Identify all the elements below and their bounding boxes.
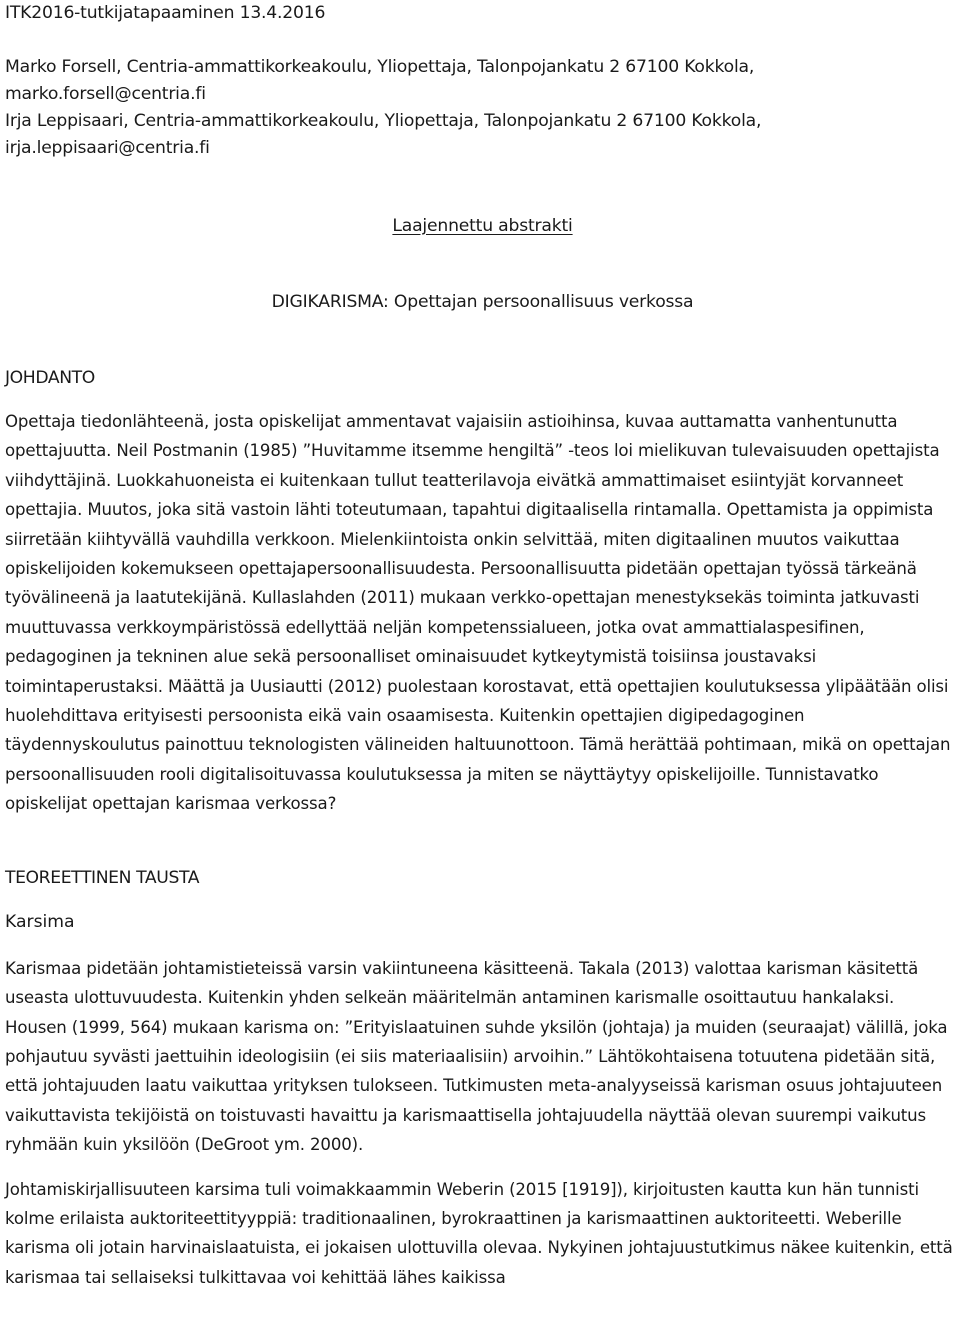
event-line: ITK2016-tutkijatapaaminen 13.4.2016 (5, 3, 326, 23)
author1-affiliation: Marko Forsell, Centria-ammattikorkeakoulu, Yliopettaja, Talonpojankatu 2 67100 Kokkola, (5, 57, 755, 77)
theory-subheading: Karsima (5, 911, 75, 932)
theory-paragraph-2: Johtamiskirjallisuuteen karsima tuli voimakkaammin Weberin (2015 [1919]), kirjoitusten kautta kun hän tunnisti kolme erilaista auktoriteettityyppiä: traditionaalinen, byrokraattinen ja karismaattinen auktoriteetti. Weberille karisma oli jotain harvinaislaatuista, ei jokaisen ulottuvilla olevaa. Nykyinen johtajuustutkimus näkee kuitenkin, että karismaa tai sellaiseksi tulkittavaa voi kehittää lähes kaikissa (5, 1179, 953, 1287)
theory-paragraph-1: Karismaa pidetään johtamistieteissä varsin vakiintuneena käsitteenä. Takala (2013) valottaa karisman käsitettä useasta ulottuvuudesta. Kuitenkin yhden selkeän määritelmän antaminen karismalle osoittautuu hankalaksi. Housen (1999, 564) mukaan karisma on: ”Erityislaatuinen suhde yksilön (johtaja) ja muiden (seuraajat) välillä, joka pohjautuu syvästi jaettuihin ideologisiin (ei siis materiaalisiin) arvoihin.” Lähtökohtaisena totuutena pidetään sitä, että johtajuuden laatu vaikuttaa yrityksen tulokseen. Tutkimusten meta-analyyseissä karisman osuus johtajuuteen vaikuttavista tekijöistä on toistuvasti havaittu ja karismaattisella johtajuudella näyttää olevan suurempi vaikutus ryhmään kuin yksilöön (DeGroot ym. 2000). (5, 958, 948, 1155)
theory-heading: TEOREETTINEN TAUSTA (5, 867, 200, 888)
author2-affiliation: Irja Leppisaari, Centria-ammattikorkeakoulu, Yliopettaja, Talonpojankatu 2 67100 Kokkola, (5, 111, 762, 131)
spacer (5, 27, 960, 54)
doc-type-heading: Laajennettu abstrakti (392, 216, 573, 236)
author2-email[interactable]: irja.leppisaari@centria.fi (5, 138, 210, 158)
document-page (5, 0, 960, 1292)
intro-paragraph: Opettaja tiedonlähteenä, josta opiskelijat ammentavat vajaisiin astioihinsa, kuvaa auttamatta vanhentunutta opettajuutta. Neil Postmanin (1985) ”Huvitamme itsemme hengiltä” -teos loi mielikuvan tulevaisuuden opettajista viihdyttäjinä. Luokkahuoneista ei kuitenkaan tullut teatterilavoja eivätkä ammattimaiset esiintyjät korvanneet opettajia. Muutos, joka sitä vastoin lähti toteutumaan, tapahtui digitaalisella rintamalla. Opettamista ja oppimista siirretään kiihtyvällä vauhdilla verkkoon. Mielenkiintoista onkin selvittää, miten digitaalinen muutos vaikuttaa opiskelijoiden kokemukseen opettajapersoonallisuudesta. Persoonallisuutta pidetään opettajan työssä tärkeänä työvälineenä ja laatutekijänä. Kullaslahden (2011) mukaan verkko-opettajan menestyksekäs toiminta jatkuvasti muuttuvassa verkkoympäristössä edellyttää neljän kompetenssialueen, jotka ovat ammattialaspesifinen, pedagoginen ja tekninen alue sekä persoonalliset ominaisuudet kytkeytymistä toisiinsa joustavaksi toimintaperustaksi. Määttä ja Uusiautti (2012) puolestaan korostavat, että opettajien koulutuksessa ylipäätään olisi huolehdittava erityisesti persoonista eikä vain osaamisesta. Kuitenkin opettajien digipedagoginen täydennyskoulutus painottuu teknologisten välineiden haltuunottoon. Tämä herättää pohtimaan, mikä on opettajan persoonallisuuden rooli digitalisoituvassa koulutuksessa ja miten se näyttäytyy opiskelijoille. Tunnistavatko opiskelijat opettajan karismaa verkossa? (5, 412, 951, 814)
intro-heading: JOHDANTO (5, 368, 95, 388)
doc-title: DIGIKARISMA: Opettajan persoonallisuus verkossa (271, 292, 694, 312)
author1-email[interactable]: marko.forsell@centria.fi (5, 84, 206, 104)
